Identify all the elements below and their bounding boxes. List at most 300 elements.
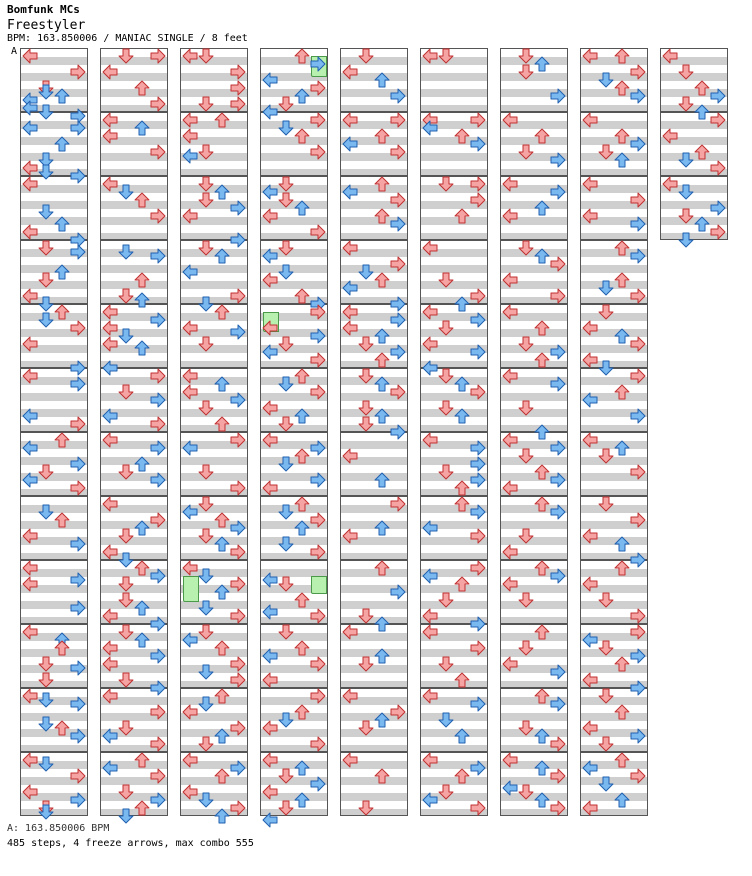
left-arrow-icon — [422, 608, 438, 624]
right-arrow-icon — [230, 576, 246, 592]
up-arrow-icon — [374, 520, 390, 536]
right-arrow-icon — [70, 768, 86, 784]
left-arrow-icon — [182, 128, 198, 144]
down-arrow-icon — [598, 736, 614, 752]
left-arrow-icon — [22, 288, 38, 304]
up-arrow-icon — [294, 408, 310, 424]
right-arrow-icon — [470, 136, 486, 152]
left-arrow-icon — [582, 672, 598, 688]
left-arrow-icon — [22, 576, 38, 592]
up-arrow-icon — [134, 192, 150, 208]
right-arrow-icon — [150, 680, 166, 696]
down-arrow-icon — [438, 400, 454, 416]
down-arrow-icon — [278, 176, 294, 192]
down-arrow-icon — [518, 48, 534, 64]
left-arrow-icon — [342, 184, 358, 200]
up-arrow-icon — [534, 792, 550, 808]
up-arrow-icon — [614, 752, 630, 768]
right-arrow-icon — [310, 608, 326, 624]
down-arrow-icon — [118, 48, 134, 64]
left-arrow-icon — [22, 120, 38, 136]
right-arrow-icon — [550, 440, 566, 456]
down-arrow-icon — [198, 624, 214, 640]
left-arrow-icon — [422, 568, 438, 584]
right-arrow-icon — [550, 696, 566, 712]
up-arrow-icon — [134, 800, 150, 816]
left-arrow-icon — [502, 544, 518, 560]
right-arrow-icon — [70, 660, 86, 676]
up-arrow-icon — [374, 768, 390, 784]
down-arrow-icon — [278, 264, 294, 280]
down-arrow-icon — [198, 296, 214, 312]
right-arrow-icon — [150, 568, 166, 584]
up-arrow-icon — [694, 80, 710, 96]
up-arrow-icon — [134, 272, 150, 288]
down-arrow-icon — [358, 800, 374, 816]
up-arrow-icon — [614, 272, 630, 288]
up-arrow-icon — [374, 176, 390, 192]
right-arrow-icon — [310, 304, 326, 320]
up-arrow-icon — [534, 200, 550, 216]
up-arrow-icon — [294, 520, 310, 536]
left-arrow-icon — [22, 160, 38, 176]
up-arrow-icon — [374, 648, 390, 664]
up-arrow-icon — [214, 768, 230, 784]
left-arrow-icon — [182, 368, 198, 384]
up-arrow-icon — [374, 352, 390, 368]
up-arrow-icon — [534, 128, 550, 144]
left-arrow-icon — [422, 336, 438, 352]
down-arrow-icon — [358, 400, 374, 416]
right-arrow-icon — [630, 768, 646, 784]
right-arrow-icon — [70, 360, 86, 376]
left-arrow-icon — [582, 720, 598, 736]
down-arrow-icon — [278, 192, 294, 208]
left-arrow-icon — [182, 752, 198, 768]
right-arrow-icon — [310, 144, 326, 160]
up-arrow-icon — [614, 240, 630, 256]
down-arrow-icon — [278, 624, 294, 640]
down-arrow-icon — [518, 528, 534, 544]
up-arrow-icon — [534, 424, 550, 440]
right-arrow-icon — [470, 640, 486, 656]
right-arrow-icon — [550, 664, 566, 680]
left-arrow-icon — [342, 624, 358, 640]
down-arrow-icon — [358, 656, 374, 672]
left-arrow-icon — [182, 208, 198, 224]
down-arrow-icon — [118, 576, 134, 592]
left-arrow-icon — [22, 336, 38, 352]
right-arrow-icon — [550, 736, 566, 752]
down-arrow-icon — [38, 692, 54, 708]
right-arrow-icon — [630, 368, 646, 384]
freeze-arrow-tail — [183, 576, 199, 602]
right-arrow-icon — [310, 512, 326, 528]
down-arrow-icon — [358, 368, 374, 384]
right-arrow-icon — [470, 696, 486, 712]
right-arrow-icon — [630, 680, 646, 696]
up-arrow-icon — [694, 144, 710, 160]
right-arrow-icon — [630, 648, 646, 664]
down-arrow-icon — [598, 496, 614, 512]
right-arrow-icon — [550, 472, 566, 488]
chart-info: BPM: 163.850006 / MANIAC SINGLE / 8 feet — [7, 33, 248, 44]
down-arrow-icon — [518, 400, 534, 416]
down-arrow-icon — [198, 144, 214, 160]
right-arrow-icon — [470, 384, 486, 400]
left-arrow-icon — [182, 320, 198, 336]
left-arrow-icon — [502, 208, 518, 224]
left-arrow-icon — [422, 520, 438, 536]
down-arrow-icon — [38, 164, 54, 180]
down-arrow-icon — [598, 144, 614, 160]
right-arrow-icon — [230, 720, 246, 736]
left-arrow-icon — [102, 64, 118, 80]
bpm-marker: A — [11, 46, 18, 57]
right-arrow-icon — [230, 544, 246, 560]
freeze-arrow-tail — [311, 576, 327, 594]
right-arrow-icon — [150, 208, 166, 224]
left-arrow-icon — [582, 800, 598, 816]
down-arrow-icon — [278, 536, 294, 552]
right-arrow-icon — [230, 80, 246, 96]
up-arrow-icon — [134, 340, 150, 356]
right-arrow-icon — [70, 168, 86, 184]
right-arrow-icon — [230, 672, 246, 688]
up-arrow-icon — [534, 464, 550, 480]
up-arrow-icon — [614, 704, 630, 720]
up-arrow-icon — [374, 408, 390, 424]
up-arrow-icon — [374, 712, 390, 728]
down-arrow-icon — [278, 456, 294, 472]
down-arrow-icon — [438, 48, 454, 64]
left-arrow-icon — [502, 272, 518, 288]
up-arrow-icon — [374, 616, 390, 632]
right-arrow-icon — [150, 472, 166, 488]
left-arrow-icon — [182, 264, 198, 280]
up-arrow-icon — [54, 512, 70, 528]
down-arrow-icon — [518, 448, 534, 464]
left-arrow-icon — [262, 344, 278, 360]
right-arrow-icon — [70, 244, 86, 260]
right-arrow-icon — [230, 800, 246, 816]
down-arrow-icon — [38, 296, 54, 312]
left-arrow-icon — [422, 304, 438, 320]
down-arrow-icon — [38, 716, 54, 732]
left-arrow-icon — [102, 544, 118, 560]
right-arrow-icon — [550, 344, 566, 360]
up-arrow-icon — [534, 320, 550, 336]
right-arrow-icon — [310, 440, 326, 456]
left-arrow-icon — [102, 640, 118, 656]
left-arrow-icon — [22, 624, 38, 640]
up-arrow-icon — [214, 512, 230, 528]
up-arrow-icon — [454, 728, 470, 744]
right-arrow-icon — [150, 96, 166, 112]
down-arrow-icon — [198, 48, 214, 64]
up-arrow-icon — [614, 792, 630, 808]
right-arrow-icon — [710, 200, 726, 216]
right-arrow-icon — [70, 696, 86, 712]
down-arrow-icon — [38, 84, 54, 100]
left-arrow-icon — [342, 304, 358, 320]
right-arrow-icon — [550, 152, 566, 168]
left-arrow-icon — [262, 672, 278, 688]
left-arrow-icon — [262, 272, 278, 288]
left-arrow-icon — [102, 320, 118, 336]
left-arrow-icon — [102, 128, 118, 144]
right-arrow-icon — [630, 136, 646, 152]
right-arrow-icon — [470, 312, 486, 328]
left-arrow-icon — [102, 336, 118, 352]
down-arrow-icon — [38, 312, 54, 328]
right-arrow-icon — [70, 572, 86, 588]
up-arrow-icon — [54, 432, 70, 448]
up-arrow-icon — [214, 416, 230, 432]
down-arrow-icon — [358, 608, 374, 624]
left-arrow-icon — [502, 656, 518, 672]
down-arrow-icon — [598, 360, 614, 376]
right-arrow-icon — [230, 392, 246, 408]
up-arrow-icon — [214, 808, 230, 824]
left-arrow-icon — [262, 752, 278, 768]
right-arrow-icon — [630, 464, 646, 480]
right-arrow-icon — [390, 144, 406, 160]
down-arrow-icon — [438, 320, 454, 336]
left-arrow-icon — [422, 432, 438, 448]
right-arrow-icon — [70, 120, 86, 136]
right-arrow-icon — [310, 472, 326, 488]
up-arrow-icon — [214, 112, 230, 128]
up-arrow-icon — [294, 368, 310, 384]
right-arrow-icon — [470, 192, 486, 208]
down-arrow-icon — [118, 624, 134, 640]
right-arrow-icon — [390, 192, 406, 208]
up-arrow-icon — [374, 472, 390, 488]
left-arrow-icon — [22, 48, 38, 64]
up-arrow-icon — [214, 184, 230, 200]
right-arrow-icon — [470, 112, 486, 128]
down-arrow-icon — [198, 496, 214, 512]
left-arrow-icon — [422, 360, 438, 376]
left-arrow-icon — [22, 176, 38, 192]
up-arrow-icon — [294, 448, 310, 464]
right-arrow-icon — [630, 552, 646, 568]
up-arrow-icon — [294, 88, 310, 104]
right-arrow-icon — [710, 160, 726, 176]
down-arrow-icon — [358, 264, 374, 280]
right-arrow-icon — [150, 440, 166, 456]
left-arrow-icon — [262, 320, 278, 336]
left-arrow-icon — [582, 176, 598, 192]
right-arrow-icon — [470, 288, 486, 304]
right-arrow-icon — [630, 336, 646, 352]
up-arrow-icon — [614, 440, 630, 456]
down-arrow-icon — [678, 96, 694, 112]
down-arrow-icon — [198, 568, 214, 584]
up-arrow-icon — [614, 80, 630, 96]
right-arrow-icon — [230, 432, 246, 448]
left-arrow-icon — [422, 624, 438, 640]
down-arrow-icon — [518, 592, 534, 608]
chart-summary: 485 steps, 4 freeze arrows, max combo 555 — [7, 838, 254, 849]
right-arrow-icon — [230, 760, 246, 776]
up-arrow-icon — [534, 56, 550, 72]
down-arrow-icon — [598, 688, 614, 704]
left-arrow-icon — [422, 240, 438, 256]
right-arrow-icon — [550, 504, 566, 520]
right-arrow-icon — [150, 416, 166, 432]
right-arrow-icon — [230, 64, 246, 80]
up-arrow-icon — [54, 304, 70, 320]
left-arrow-icon — [182, 384, 198, 400]
left-arrow-icon — [582, 392, 598, 408]
down-arrow-icon — [198, 400, 214, 416]
right-arrow-icon — [70, 376, 86, 392]
up-arrow-icon — [374, 128, 390, 144]
down-arrow-icon — [198, 600, 214, 616]
left-arrow-icon — [22, 528, 38, 544]
right-arrow-icon — [150, 48, 166, 64]
left-arrow-icon — [502, 480, 518, 496]
right-arrow-icon — [470, 176, 486, 192]
up-arrow-icon — [294, 792, 310, 808]
up-arrow-icon — [214, 728, 230, 744]
right-arrow-icon — [470, 800, 486, 816]
right-arrow-icon — [150, 368, 166, 384]
down-arrow-icon — [38, 272, 54, 288]
left-arrow-icon — [582, 112, 598, 128]
bpm-legend: A: 163.850006 BPM — [7, 823, 110, 834]
down-arrow-icon — [198, 464, 214, 480]
down-arrow-icon — [38, 464, 54, 480]
down-arrow-icon — [518, 720, 534, 736]
down-arrow-icon — [198, 192, 214, 208]
right-arrow-icon — [70, 64, 86, 80]
right-arrow-icon — [550, 376, 566, 392]
left-arrow-icon — [582, 760, 598, 776]
right-arrow-icon — [630, 288, 646, 304]
up-arrow-icon — [134, 600, 150, 616]
left-arrow-icon — [582, 632, 598, 648]
right-arrow-icon — [150, 736, 166, 752]
right-arrow-icon — [550, 768, 566, 784]
right-arrow-icon — [390, 704, 406, 720]
left-arrow-icon — [262, 400, 278, 416]
right-arrow-icon — [70, 416, 86, 432]
left-arrow-icon — [582, 352, 598, 368]
song-artist: Bomfunk MCs — [7, 3, 80, 16]
down-arrow-icon — [278, 96, 294, 112]
down-arrow-icon — [38, 656, 54, 672]
down-arrow-icon — [198, 336, 214, 352]
right-arrow-icon — [310, 384, 326, 400]
down-arrow-icon — [598, 448, 614, 464]
down-arrow-icon — [518, 784, 534, 800]
down-arrow-icon — [438, 368, 454, 384]
left-arrow-icon — [22, 440, 38, 456]
down-arrow-icon — [278, 120, 294, 136]
up-arrow-icon — [614, 152, 630, 168]
right-arrow-icon — [310, 352, 326, 368]
right-arrow-icon — [230, 96, 246, 112]
down-arrow-icon — [118, 552, 134, 568]
up-arrow-icon — [694, 104, 710, 120]
down-arrow-icon — [38, 204, 54, 220]
up-arrow-icon — [134, 120, 150, 136]
down-arrow-icon — [118, 720, 134, 736]
down-arrow-icon — [358, 720, 374, 736]
up-arrow-icon — [134, 292, 150, 308]
left-arrow-icon — [22, 224, 38, 240]
down-arrow-icon — [678, 64, 694, 80]
up-arrow-icon — [294, 288, 310, 304]
down-arrow-icon — [598, 640, 614, 656]
up-arrow-icon — [294, 48, 310, 64]
left-arrow-icon — [102, 688, 118, 704]
down-arrow-icon — [278, 576, 294, 592]
right-arrow-icon — [390, 256, 406, 272]
down-arrow-icon — [438, 592, 454, 608]
down-arrow-icon — [198, 176, 214, 192]
right-arrow-icon — [630, 248, 646, 264]
left-arrow-icon — [502, 304, 518, 320]
right-arrow-icon — [230, 520, 246, 536]
right-arrow-icon — [390, 496, 406, 512]
left-arrow-icon — [662, 128, 678, 144]
up-arrow-icon — [214, 536, 230, 552]
left-arrow-icon — [502, 752, 518, 768]
down-arrow-icon — [358, 48, 374, 64]
up-arrow-icon — [454, 672, 470, 688]
right-arrow-icon — [470, 760, 486, 776]
down-arrow-icon — [118, 328, 134, 344]
right-arrow-icon — [230, 480, 246, 496]
down-arrow-icon — [198, 696, 214, 712]
left-arrow-icon — [502, 368, 518, 384]
up-arrow-icon — [374, 208, 390, 224]
right-arrow-icon — [630, 512, 646, 528]
up-arrow-icon — [294, 592, 310, 608]
up-arrow-icon — [454, 296, 470, 312]
left-arrow-icon — [582, 48, 598, 64]
left-arrow-icon — [502, 112, 518, 128]
left-arrow-icon — [102, 728, 118, 744]
right-arrow-icon — [310, 56, 326, 72]
down-arrow-icon — [278, 416, 294, 432]
down-arrow-icon — [38, 672, 54, 688]
up-arrow-icon — [454, 376, 470, 392]
up-arrow-icon — [294, 640, 310, 656]
left-arrow-icon — [22, 688, 38, 704]
up-arrow-icon — [214, 376, 230, 392]
left-arrow-icon — [22, 100, 38, 116]
up-arrow-icon — [534, 352, 550, 368]
down-arrow-icon — [118, 528, 134, 544]
left-arrow-icon — [502, 780, 518, 796]
right-arrow-icon — [630, 88, 646, 104]
right-arrow-icon — [550, 568, 566, 584]
left-arrow-icon — [342, 280, 358, 296]
left-arrow-icon — [582, 208, 598, 224]
left-arrow-icon — [262, 480, 278, 496]
down-arrow-icon — [38, 804, 54, 820]
right-arrow-icon — [150, 312, 166, 328]
right-arrow-icon — [230, 200, 246, 216]
up-arrow-icon — [214, 304, 230, 320]
up-arrow-icon — [614, 536, 630, 552]
up-arrow-icon — [294, 704, 310, 720]
